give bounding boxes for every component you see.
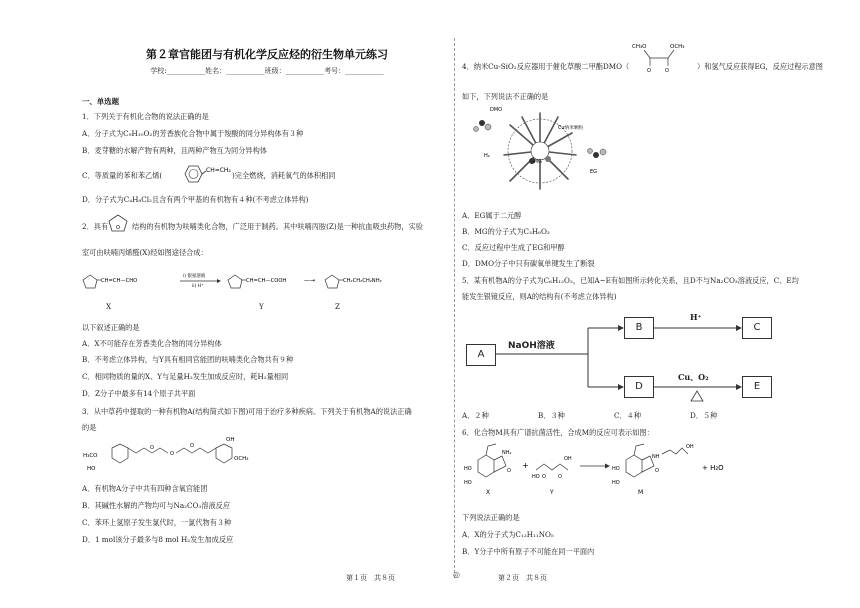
och3-label: OCH₃: [234, 456, 249, 462]
svg-text:HO: HO: [87, 466, 96, 472]
q6-lead: 下列说法正确的是: [462, 513, 520, 522]
q5-option-d: D．５种: [690, 411, 718, 420]
q4-option-b: B．MG的分子式为C₃H₆O₃: [462, 227, 550, 236]
q3-option-b: B．其碱性水解的产物均可与Na₂CO₃溶液反应: [82, 501, 231, 510]
svg-text:HO: HO: [612, 480, 620, 486]
svg-text:O: O: [507, 468, 511, 474]
plus-sign: +: [522, 461, 529, 470]
q3-stem-part1: 3．从中草药中提取的一种有机物A(结构简式如下图)可用于治疗多种疾病。下列关于有机物A的说法正确: [82, 407, 412, 416]
cu-o2-label: Cu、O₂: [678, 372, 709, 382]
q2-lead: 以下叙述正确的是: [82, 323, 140, 332]
q3-stem-part2: 的是: [82, 423, 97, 432]
q5-flow-arrows: [462, 310, 782, 410]
z-side-chain: CH₂CH₂CH₂NH₂: [343, 278, 382, 284]
label-m: M: [638, 489, 644, 496]
svg-text:HO: HO: [532, 474, 540, 480]
cu-nanoparticle-label: Cu纳米颗粒: [558, 126, 584, 131]
q4-stem-part1: 4．纳米Cu-SiO₂反应器用于催化草酸二甲酯DMO（: [462, 62, 630, 71]
x-side-chain: CH=CH—CHO: [101, 278, 138, 284]
svg-text:HO: HO: [612, 466, 620, 472]
svg-text:O: O: [655, 468, 659, 474]
q6-option-a: A．X的分子式为C₁₂H₁₁NO₅: [462, 530, 554, 539]
q1-option-b: B．麦芽糖的水解产物有两种，且两种产物互为同分异构体: [82, 146, 267, 155]
svg-text:O: O: [190, 443, 194, 449]
svg-text:O: O: [647, 68, 651, 74]
q2-option-b: B．不考虑立体异构，与Y具有相同官能团的呋喃类化合物共有９种: [82, 355, 294, 364]
svg-text:O: O: [542, 474, 546, 480]
q2-stem-part3: 室可由呋喃丙烯醛(X)经如图途径合成：: [82, 248, 208, 257]
dmo-right-group: OCH₃: [670, 44, 685, 50]
hplus-label: H⁺: [690, 312, 702, 322]
svg-text:O: O: [665, 68, 669, 74]
water-product: + H₂O: [702, 464, 724, 472]
q2-option-d: D．Z分子中最多有14个原子共平面: [82, 389, 196, 398]
q1-option-d: D．分子式为C₄H₈Cl₂且含有两个甲基的有机物有４种(不考虑立体异构): [82, 195, 309, 204]
svg-text:OH: OH: [564, 456, 572, 462]
q4-reaction-diagram: [462, 103, 622, 203]
q5-stem-part2: 能发生银镜反应，则A的结构有(不考虑立体异构): [462, 292, 617, 301]
q3-option-c: C．苯环上氢原子发生氯代时，一氯代物有３种: [82, 518, 232, 527]
column-divider: [454, 38, 455, 578]
svg-text:HO: HO: [464, 480, 472, 486]
q3-structure-a: [82, 436, 332, 474]
q6-reaction-scheme: [462, 440, 772, 502]
q2-synthesis-scheme: [82, 268, 452, 298]
reagent-2: ii) H⁺: [192, 284, 204, 289]
q2-option-c: C．相同物质的量的X、Y与足量H₂发生加成反应时，耗H₂量相同: [82, 372, 289, 381]
q2-stem-part2: 结构的有机物为呋喃类化合物，广泛用于制药。其中呋喃丙胺(Z)是一种抗血吸虫药物，实验: [132, 222, 423, 231]
y-side-chain: CH=CH—COOH: [246, 278, 287, 284]
q3-option-a: A．有机物A分子中共有四种含氧官能团: [82, 484, 208, 493]
q5-option-a: A．２种: [462, 411, 489, 420]
label-y: Y: [550, 489, 554, 496]
student-info-line: 学校:___________姓名：___________班级：___________考号：___________: [150, 67, 384, 75]
q5-stem-part1: 5．某有机物A的分子式为C₆H₁₂O₂，已知A~E有如图所示转化关系，且D不与Na₂CO₃溶液反应，C、E均: [462, 276, 799, 285]
svg-text:O: O: [558, 474, 562, 480]
naoh-label: NaOH溶液: [508, 341, 555, 351]
label-y: Y: [259, 302, 264, 311]
dmo-left-group: CH₃O: [632, 44, 647, 50]
q2-option-a: A．X不可能存在芳香类化合物的同分异构体: [82, 339, 222, 348]
mg-label: MG: [534, 160, 542, 165]
q6-stem: 6．化合物M具有广谱抗菌活性，合成M的反应可表示如图：: [462, 428, 654, 437]
q4-option-c: C．反应过程中生成了EG和甲醇: [462, 243, 565, 252]
q6-option-b: B．Y分子中所有原子不可能在同一平面内: [462, 547, 595, 556]
q1-stem: 1．下列关于有机化合物的说法正确的是: [82, 112, 209, 121]
oh-label: OH: [226, 437, 235, 443]
styrene-label: CH=CH₂: [206, 167, 231, 174]
flow-box-c: C: [742, 317, 772, 339]
q3-option-d: D．1 mol该分子最多与8 mol H₂发生加成反应: [82, 535, 234, 544]
page-number-right: 第２页 共８页: [498, 574, 547, 582]
q4-stem-part2: ）和氢气反应获得EG，反应过程示意图: [697, 62, 823, 71]
q1-option-a: A．分子式为C₉H₁₀O₂的芳香族化合物中属于羧酸的同分异构体有３种: [82, 129, 304, 138]
svg-text:NH: NH: [652, 454, 660, 460]
flow-box-d: D: [624, 376, 654, 398]
h2-label: H₂: [484, 153, 490, 159]
q1-option-c-suffix: )完全燃烧，消耗氧气的体积相同: [232, 171, 336, 180]
page-number-left: 第１页 共８页: [346, 574, 395, 582]
section-heading: 一、单选题: [82, 97, 119, 106]
q4-lead: 如下，下列说法不正确的是: [462, 92, 549, 101]
dmo-diagram-label: DMO: [490, 107, 503, 113]
styrene-structure: [179, 163, 229, 185]
flow-box-a: A: [466, 344, 496, 366]
flow-box-e: E: [742, 376, 772, 398]
svg-text:O: O: [116, 225, 120, 231]
q5-option-c: C．４种: [614, 411, 642, 420]
q1-option-c-prefix: C．等质量的苯和苯乙烯(: [82, 171, 163, 180]
eg-label: EG: [590, 169, 598, 175]
svg-text:O: O: [150, 445, 154, 451]
q4-option-a: A．EG属于二元醇: [462, 211, 522, 220]
flow-box-b: B: [624, 317, 654, 339]
label-x: X: [106, 302, 112, 311]
svg-text:NH₂: NH₂: [502, 450, 512, 456]
q2-stem-part1: 2．具有: [82, 222, 109, 231]
furan-ring-structure: [107, 213, 129, 235]
q5-option-b: B．３种: [538, 411, 565, 420]
q4-option-d: D．DMO分子中只有碳氧单键发生了断裂: [462, 259, 595, 268]
reagent-1: i) 银氨溶液: [183, 274, 206, 279]
page-title: 第２章官能团与有机化学反应烃的衍生物单元练习: [146, 48, 388, 61]
dots-arrow: —→: [304, 277, 316, 284]
label-z: Z: [335, 302, 340, 311]
svg-text:O: O: [170, 451, 174, 457]
svg-text:HO: HO: [464, 466, 472, 472]
h3co-label: H₃CO: [83, 453, 98, 459]
svg-text:OH: OH: [686, 444, 694, 450]
label-x: X: [486, 489, 491, 496]
binding-hole-icon: ◎: [453, 570, 460, 579]
